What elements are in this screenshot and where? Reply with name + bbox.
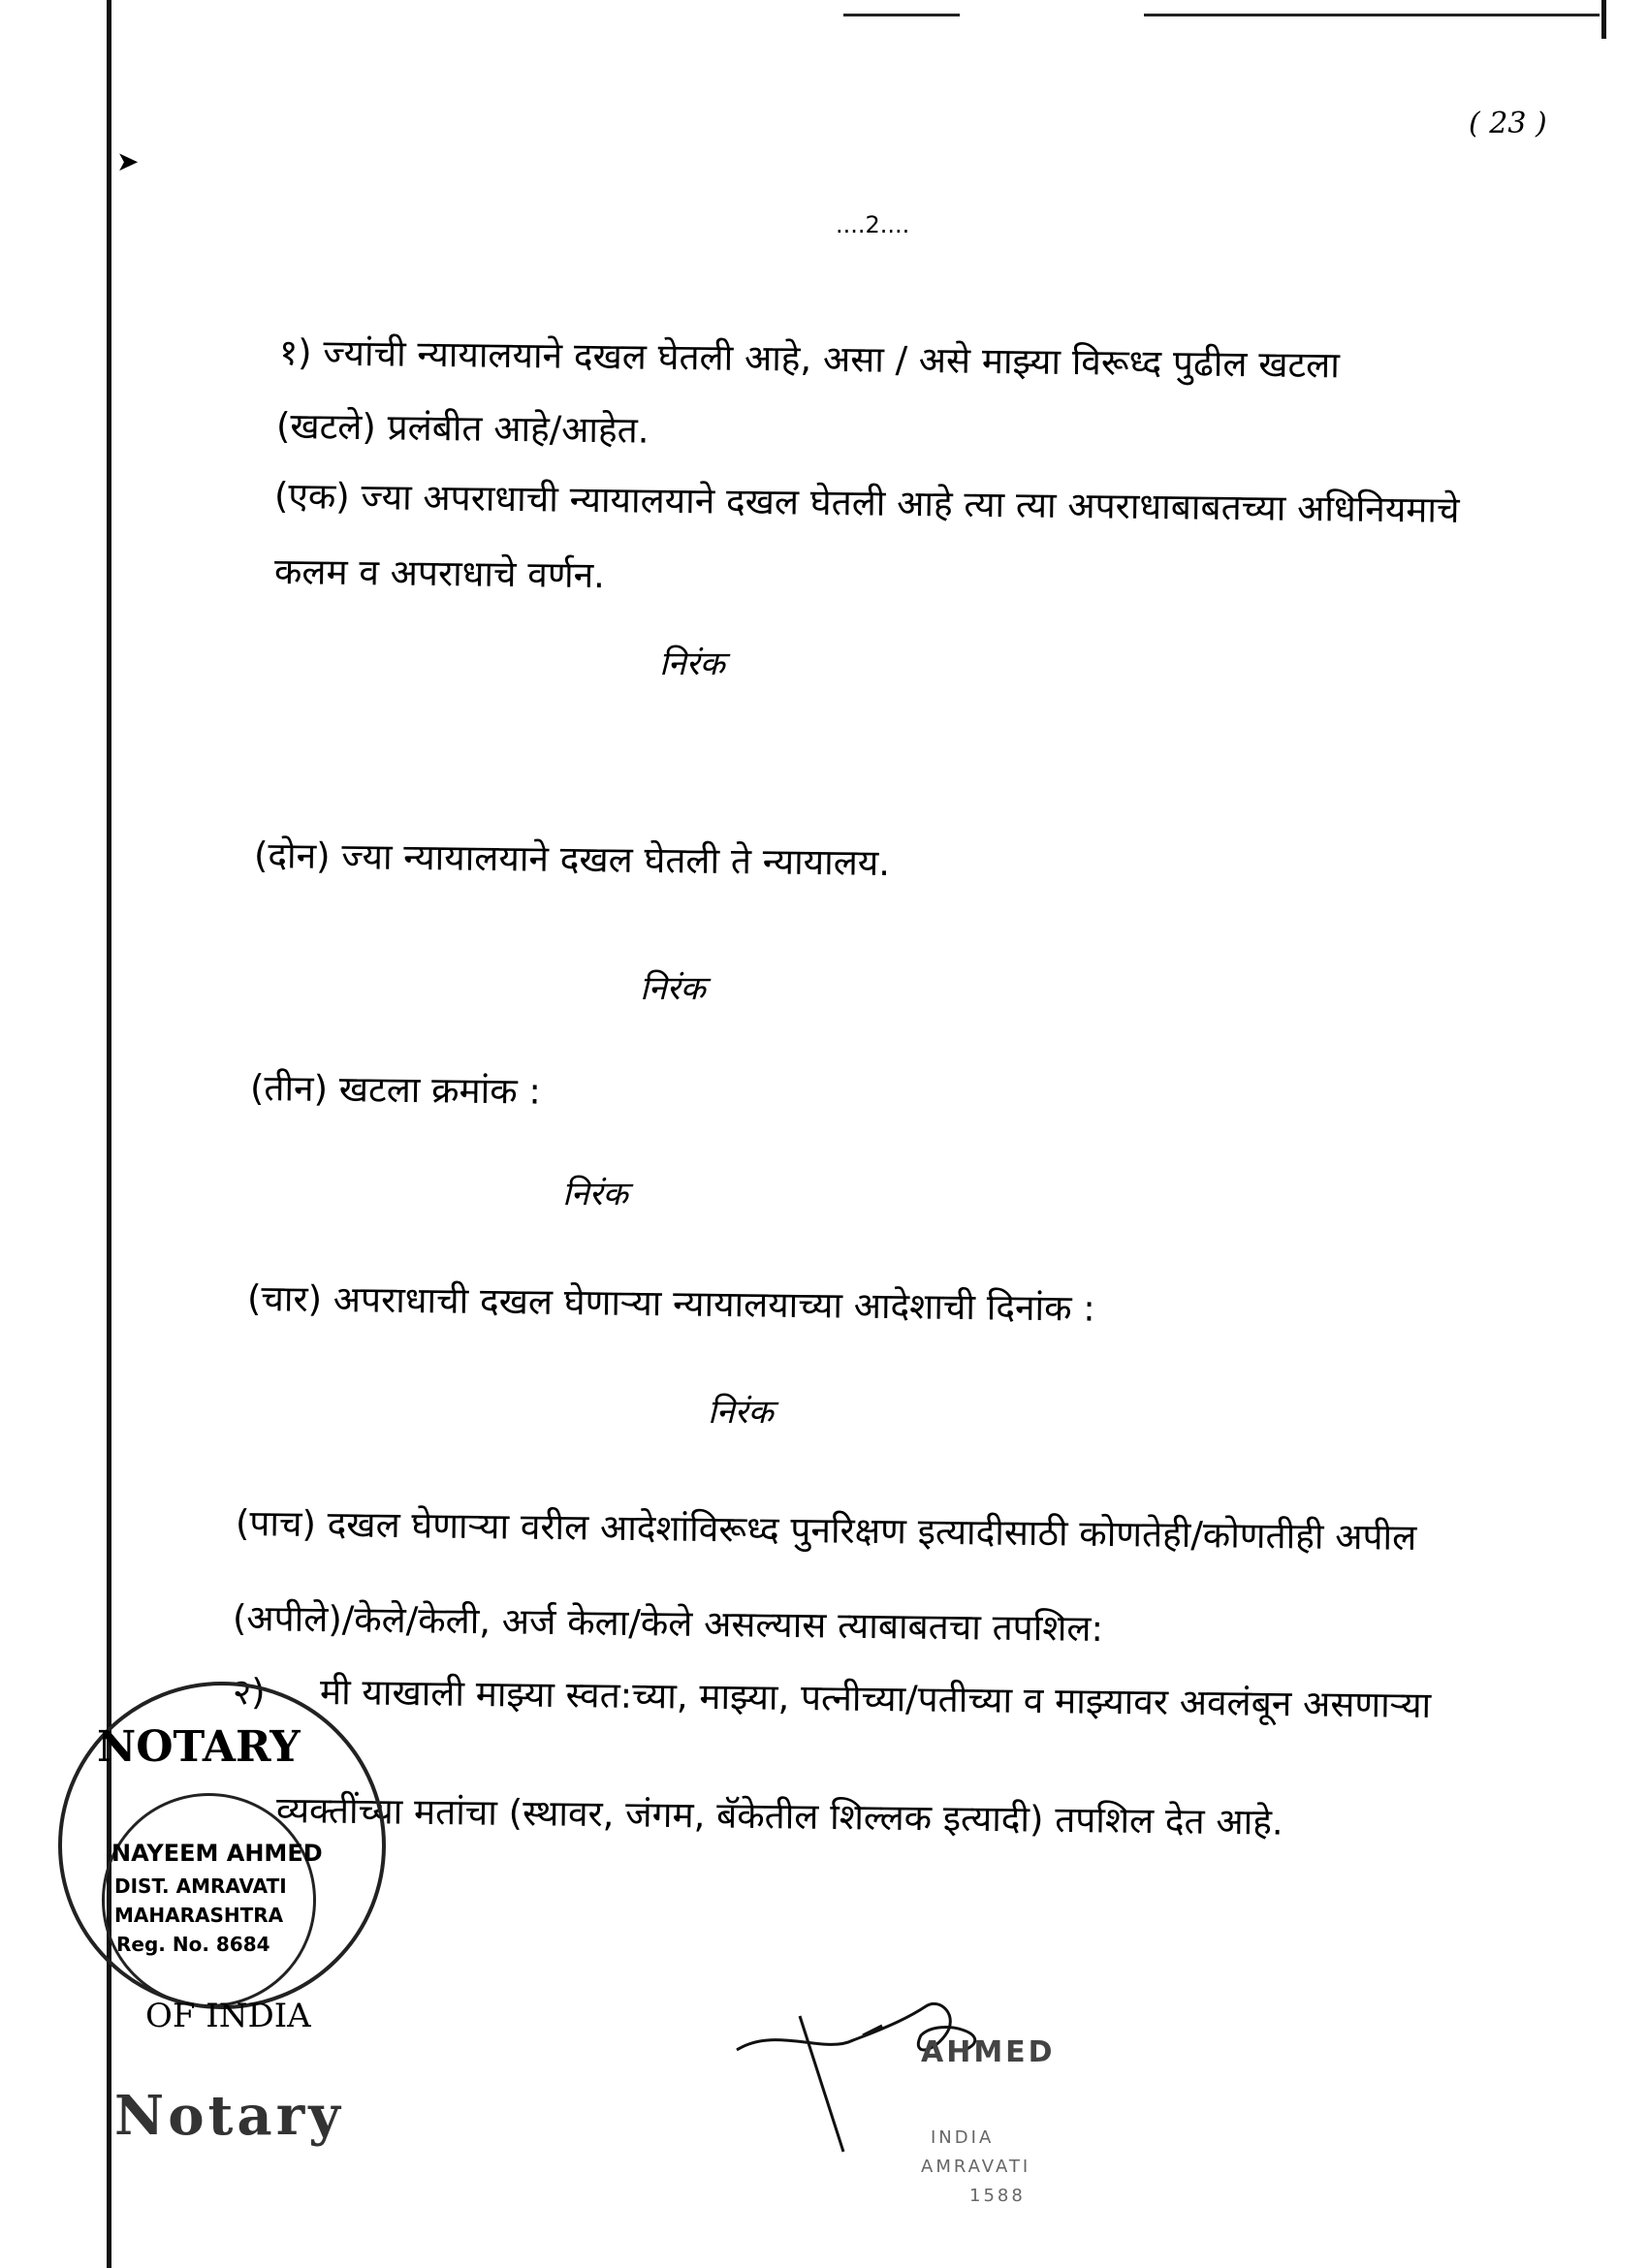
stamp-name: NAYEEM AHMED — [111, 1840, 323, 1867]
para-1-line-1: १) ज्यांची न्यायालयाने दखल घेतली आहे, असा / असे माझ्या विरूध्द पुढील खटला — [278, 331, 1341, 387]
stamp-footer: Notary — [114, 2084, 344, 2148]
page-corner-mark: ( 23 ) — [1469, 107, 1547, 141]
para-ek-line-2: कलम व अपराधाचे वर्णन. — [273, 551, 606, 597]
handwritten-nil: निरंक — [562, 1175, 628, 1213]
para-char: (चार) अपराधाची दखल घेणाऱ्या न्यायालयाच्या आदेशाची दिनांक : — [246, 1277, 1096, 1330]
para-pach-line-1: (पाच) दखल घेणाऱ्या वरील आदेशांविरूध्द पुनरिक्षण इत्यादीसाठी कोणतेही/कोणतीही अपील — [235, 1502, 1417, 1559]
stamp-reg: Reg. No. 8684 — [116, 1933, 270, 1956]
handwritten-nil: निरंक — [640, 969, 706, 1008]
para-2-line-2: व्यक्तींच्या मतांचा (स्थावर, जंगम, बॅकेतील शिल्लक इत्यादी) तपशिल देत आहे. — [275, 1789, 1284, 1843]
para-2-number: २) — [232, 1671, 266, 1714]
para-pach-line-2: (अपीले)/केले/केली, अर्ज केला/केले असल्यास त्याबाबतचा तपशिल: — [232, 1597, 1104, 1650]
scan-top-line — [843, 14, 960, 16]
handwritten-nil: निरंक — [708, 1393, 774, 1432]
signature-line-3: 1588 — [969, 2186, 1026, 2206]
para-2-line-1: मी याखाली माझ्या स्वत:च्या, माझ्या, पत्नीच्या/पतीच्या व माझ्यावर अवलंबून असणाऱ्या — [319, 1671, 1432, 1727]
para-teen: (तीन) खटला क्रमांक : — [249, 1067, 542, 1113]
signature-name: AHMED — [921, 2035, 1056, 2069]
page-number: ....2.... — [836, 211, 910, 238]
handwritten-nil: निरंक — [659, 645, 725, 683]
signature — [717, 1997, 1125, 2161]
signature-line-2: AMRAVATI — [921, 2157, 1031, 2177]
stamp-district: DIST. AMRAVATI — [114, 1874, 287, 1898]
punch-mark-icon: ➤ — [116, 145, 140, 177]
stamp-state: MAHARASHTRA — [114, 1904, 284, 1927]
scan-top-line — [1144, 14, 1600, 16]
para-don: (दोन) ज्या न्यायालयाने दखल घेतली ते न्यायालय. — [253, 835, 891, 885]
para-1-line-2: (खटले) प्रलंबीत आहे/आहेत. — [275, 405, 650, 452]
scan-right-edge — [1601, 0, 1606, 39]
para-ek-line-1: (एक) ज्या अपराधाची न्यायालयाने दखल घेतली आहे त्या त्या अपराधाबाबतच्या अधिनियमाचे — [273, 475, 1460, 531]
notary-stamp-inner-ring — [102, 1793, 316, 2007]
stamp-top-text: NOTARY — [97, 1722, 301, 1772]
signature-line-1: INDIA — [931, 2127, 995, 2148]
stamp-bottom-text: OF INDIA — [145, 1997, 311, 2035]
